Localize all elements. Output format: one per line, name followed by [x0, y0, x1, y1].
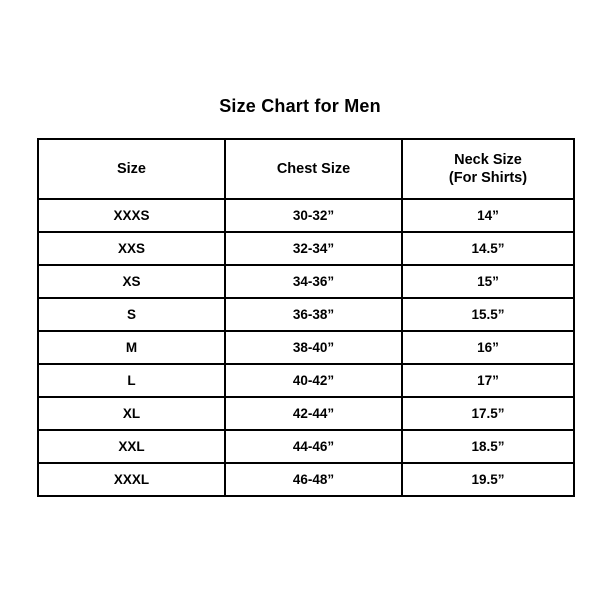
cell-chest: 32-34”: [225, 232, 402, 265]
column-header-size-label: Size: [116, 160, 146, 177]
cell-neck: 15.5”: [402, 298, 574, 331]
table-row: [38, 298, 574, 331]
cell-neck: 16”: [402, 331, 574, 364]
table-row: [38, 199, 574, 232]
table-row: [38, 331, 574, 364]
column-header-size: [38, 139, 225, 199]
table-row: [38, 232, 574, 265]
cell-chest: 30-32”: [225, 199, 402, 232]
cell-size: XS: [38, 265, 225, 298]
table-body: [38, 199, 574, 496]
cell-size: XL: [38, 397, 225, 430]
cell-chest: 36-38”: [225, 298, 402, 331]
cell-chest: 34-36”: [225, 265, 402, 298]
column-header-neck-label: Neck Size: [454, 151, 522, 168]
cell-size: XXS: [38, 232, 225, 265]
cell-chest: 38-40”: [225, 331, 402, 364]
column-header-chest: [225, 139, 402, 199]
table-row: [38, 397, 574, 430]
cell-neck: 15”: [402, 265, 574, 298]
table-header-row: [38, 139, 574, 199]
cell-neck: 19.5”: [402, 463, 574, 496]
cell-size: M: [38, 331, 225, 364]
cell-size: L: [38, 364, 225, 397]
table-row: [38, 265, 574, 298]
column-header-neck-sublabel: (For Shirts): [448, 170, 528, 186]
cell-neck: 14.5”: [402, 232, 574, 265]
table-row: [38, 364, 574, 397]
cell-size: S: [38, 298, 225, 331]
cell-size: XXXL: [38, 463, 225, 496]
cell-neck: 17”: [402, 364, 574, 397]
column-header-chest-label: Chest Size: [276, 160, 351, 177]
column-header-neck: [402, 139, 574, 199]
cell-chest: 44-46”: [225, 430, 402, 463]
table-row: [38, 463, 574, 496]
table-row: [38, 430, 574, 463]
cell-chest: 46-48”: [225, 463, 402, 496]
cell-chest: 42-44”: [225, 397, 402, 430]
cell-chest: 40-42”: [225, 364, 402, 397]
page-title: Size Chart for Men: [219, 96, 381, 116]
cell-neck: 14”: [402, 199, 574, 232]
cell-neck: 18.5”: [402, 430, 574, 463]
size-chart-table: [37, 138, 575, 497]
cell-size: XXL: [38, 430, 225, 463]
cell-size: XXXS: [38, 199, 225, 232]
table-header: [38, 139, 574, 199]
cell-neck: 17.5”: [402, 397, 574, 430]
